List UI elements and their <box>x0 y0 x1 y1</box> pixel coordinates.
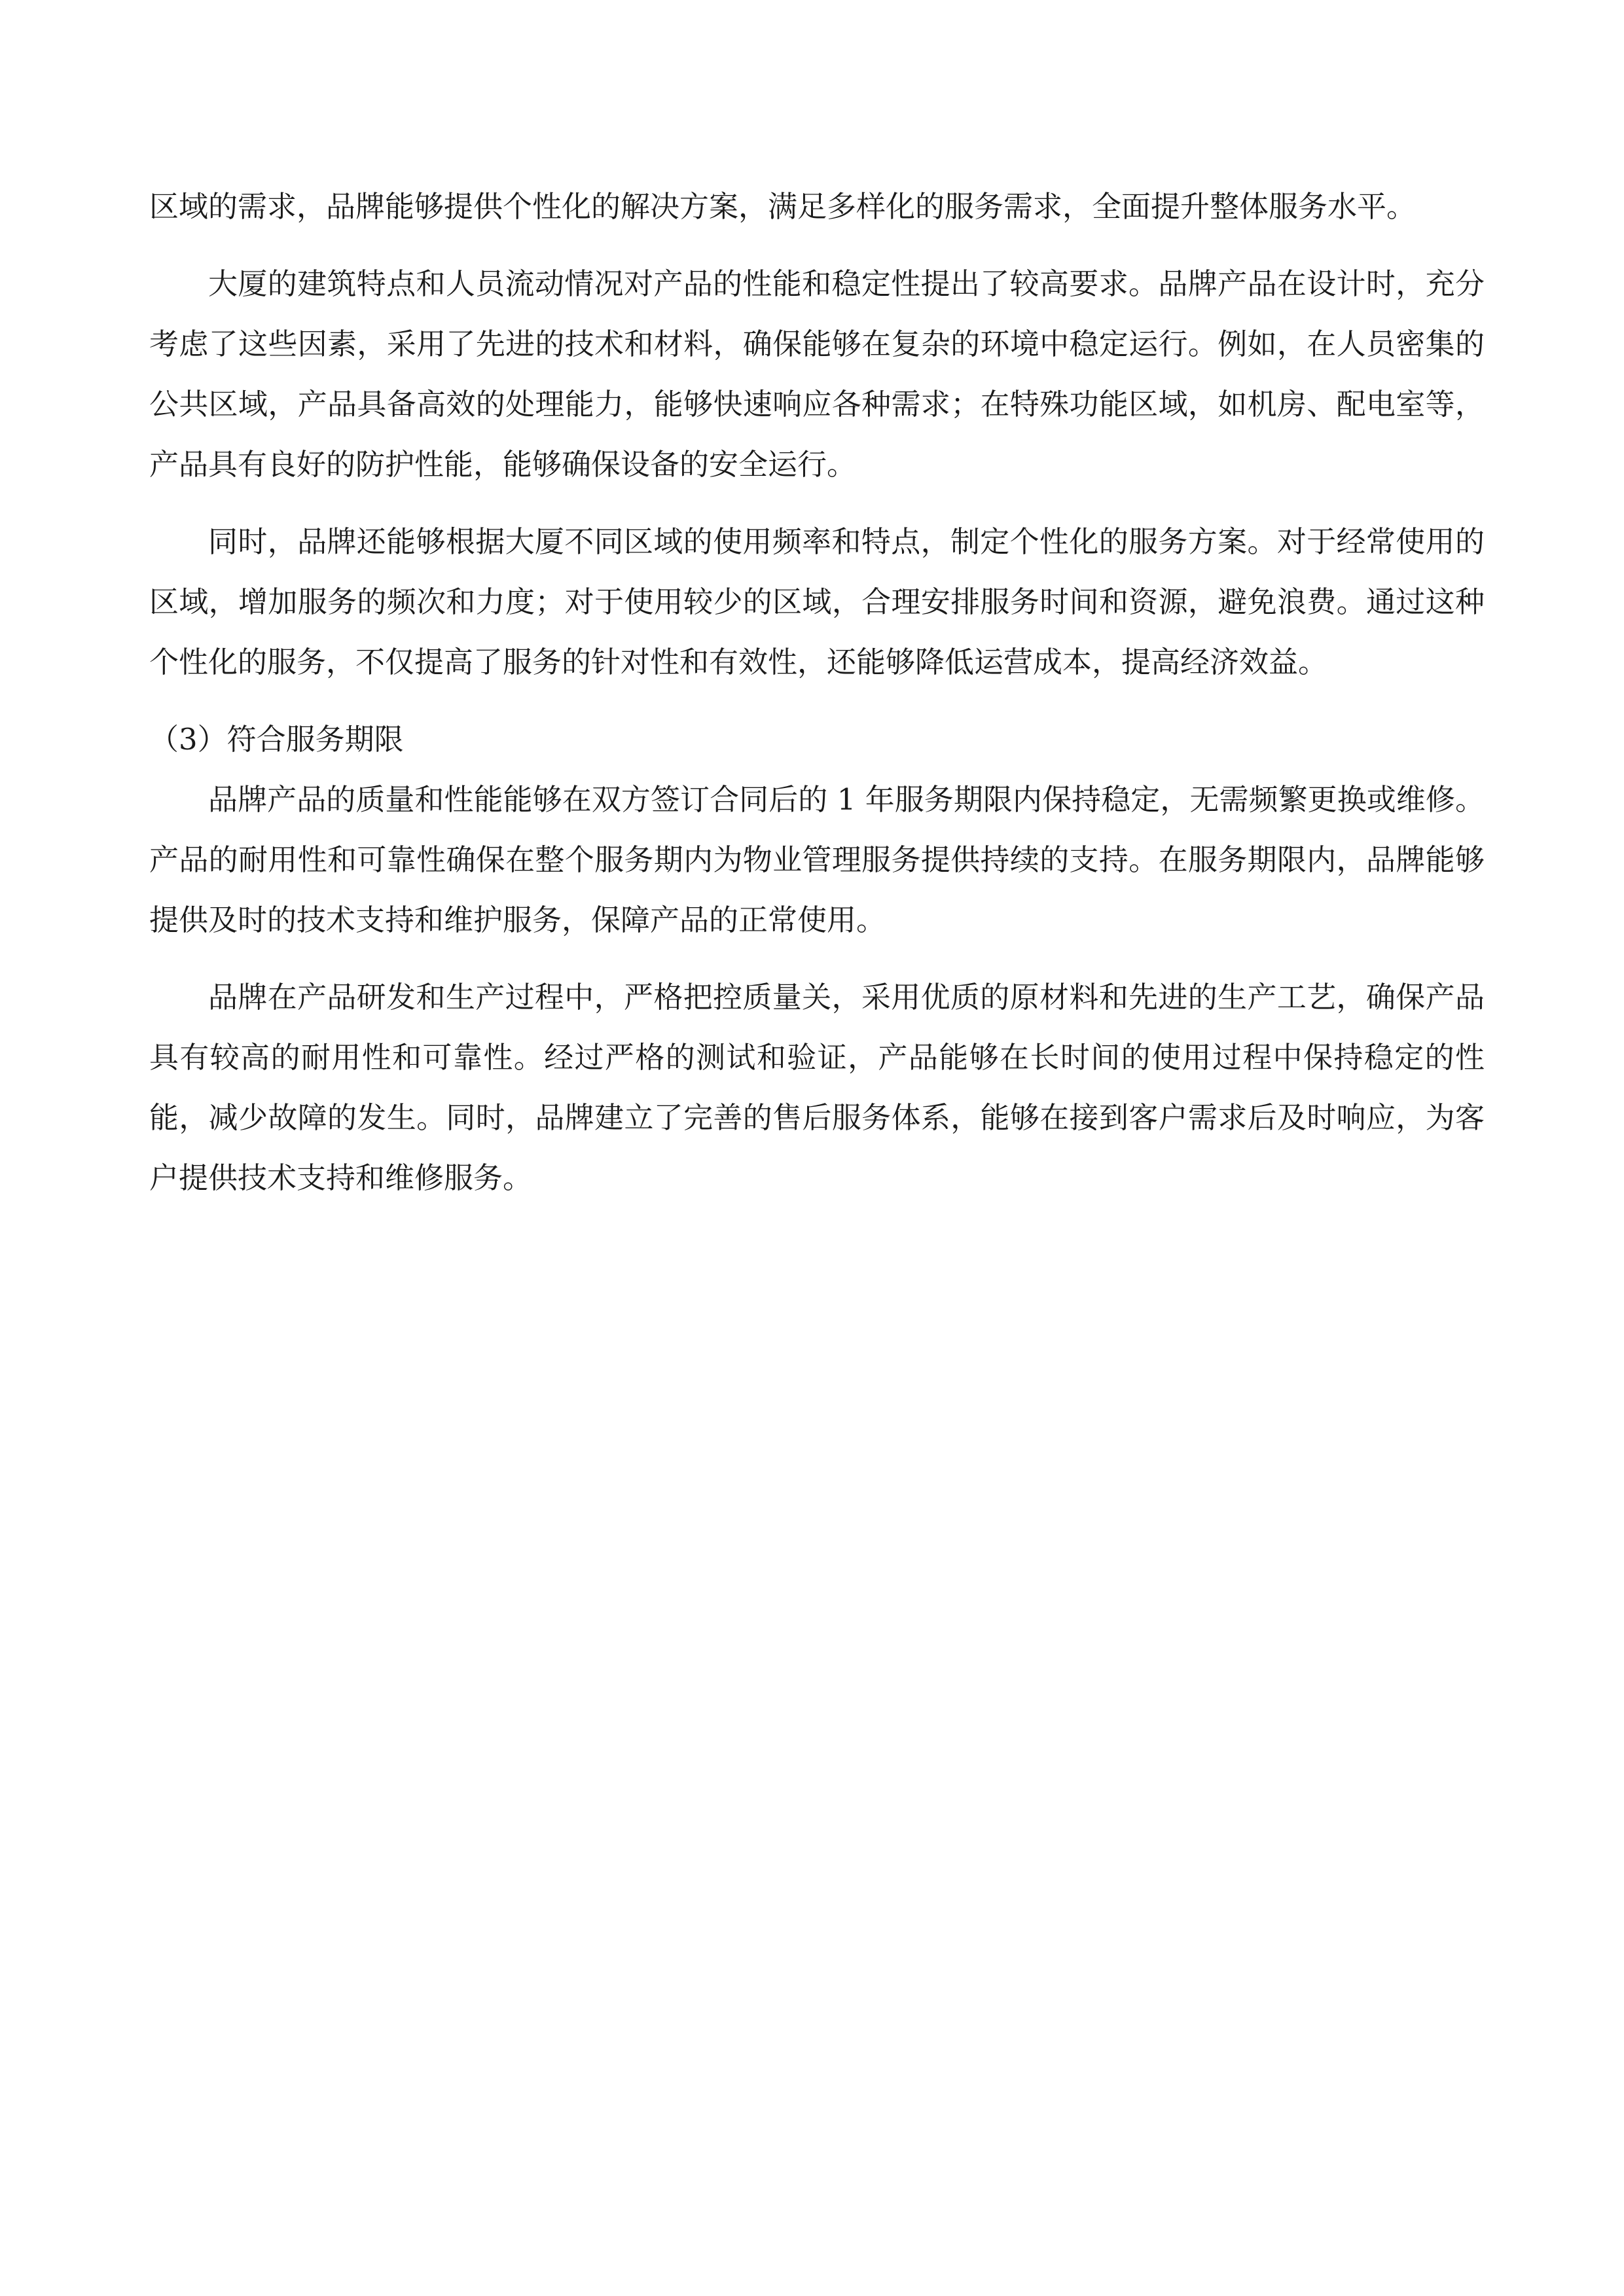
paragraph-personalized-service: 同时，品牌还能够根据大厦不同区域的使用频率和特点，制定个性化的服务方案。对于经常使用的区域，增加服务的频次和力度；对于使用较少的区域，合理安排服务时间和资源，避免浪费。通过这种个性化的服务，不仅提高了服务的针对性和有效性，还能够降低运营成本，提高经济效益。 <box>149 524 1485 679</box>
paragraph-building-features: 大厦的建筑特点和人员流动情况对产品的性能和稳定性提出了较高要求。品牌产品在设计时，充分考虑了这些因素，采用了先进的技术和材料，确保能够在复杂的环境中稳定运行。例如，在人员密集的公共区域，产品具备高效的处理能力，能够快速响应各种需求；在特殊功能区域，如机房、配电室等，产品具有良好的防护性能，能够确保设备的安全运行。 <box>149 266 1485 482</box>
section-heading-service-term: （3）符合服务期限 <box>149 722 404 757</box>
document-body <box>149 177 1485 1225</box>
paragraph-service-term: 品牌产品的质量和性能能够在双方签订合同后的 1 年服务期限内保持稳定，无需频繁更换或维修。产品的耐用性和可靠性确保在整个服务期内为物业管理服务提供持续的支持。在服务期限内，品牌能够提供及时的技术支持和维护服务，保障产品的正常使用。 <box>149 782 1485 937</box>
paragraph-continued: 区域的需求，品牌能够提供个性化的解决方案，满足多样化的服务需求，全面提升整体服务水平。 <box>149 189 1416 224</box>
paragraph-quality-control: 品牌在产品研发和生产过程中，严格把控质量关，采用优质的原材料和先进的生产工艺，确保产品具有较高的耐用性和可靠性。经过严格的测试和验证，产品能够在长时间的使用过程中保持稳定的性能，减少故障的发生。同时，品牌建立了完善的售后服务体系，能够在接到客户需求后及时响应，为客户提供技术支持和维修服务。 <box>149 980 1485 1195</box>
